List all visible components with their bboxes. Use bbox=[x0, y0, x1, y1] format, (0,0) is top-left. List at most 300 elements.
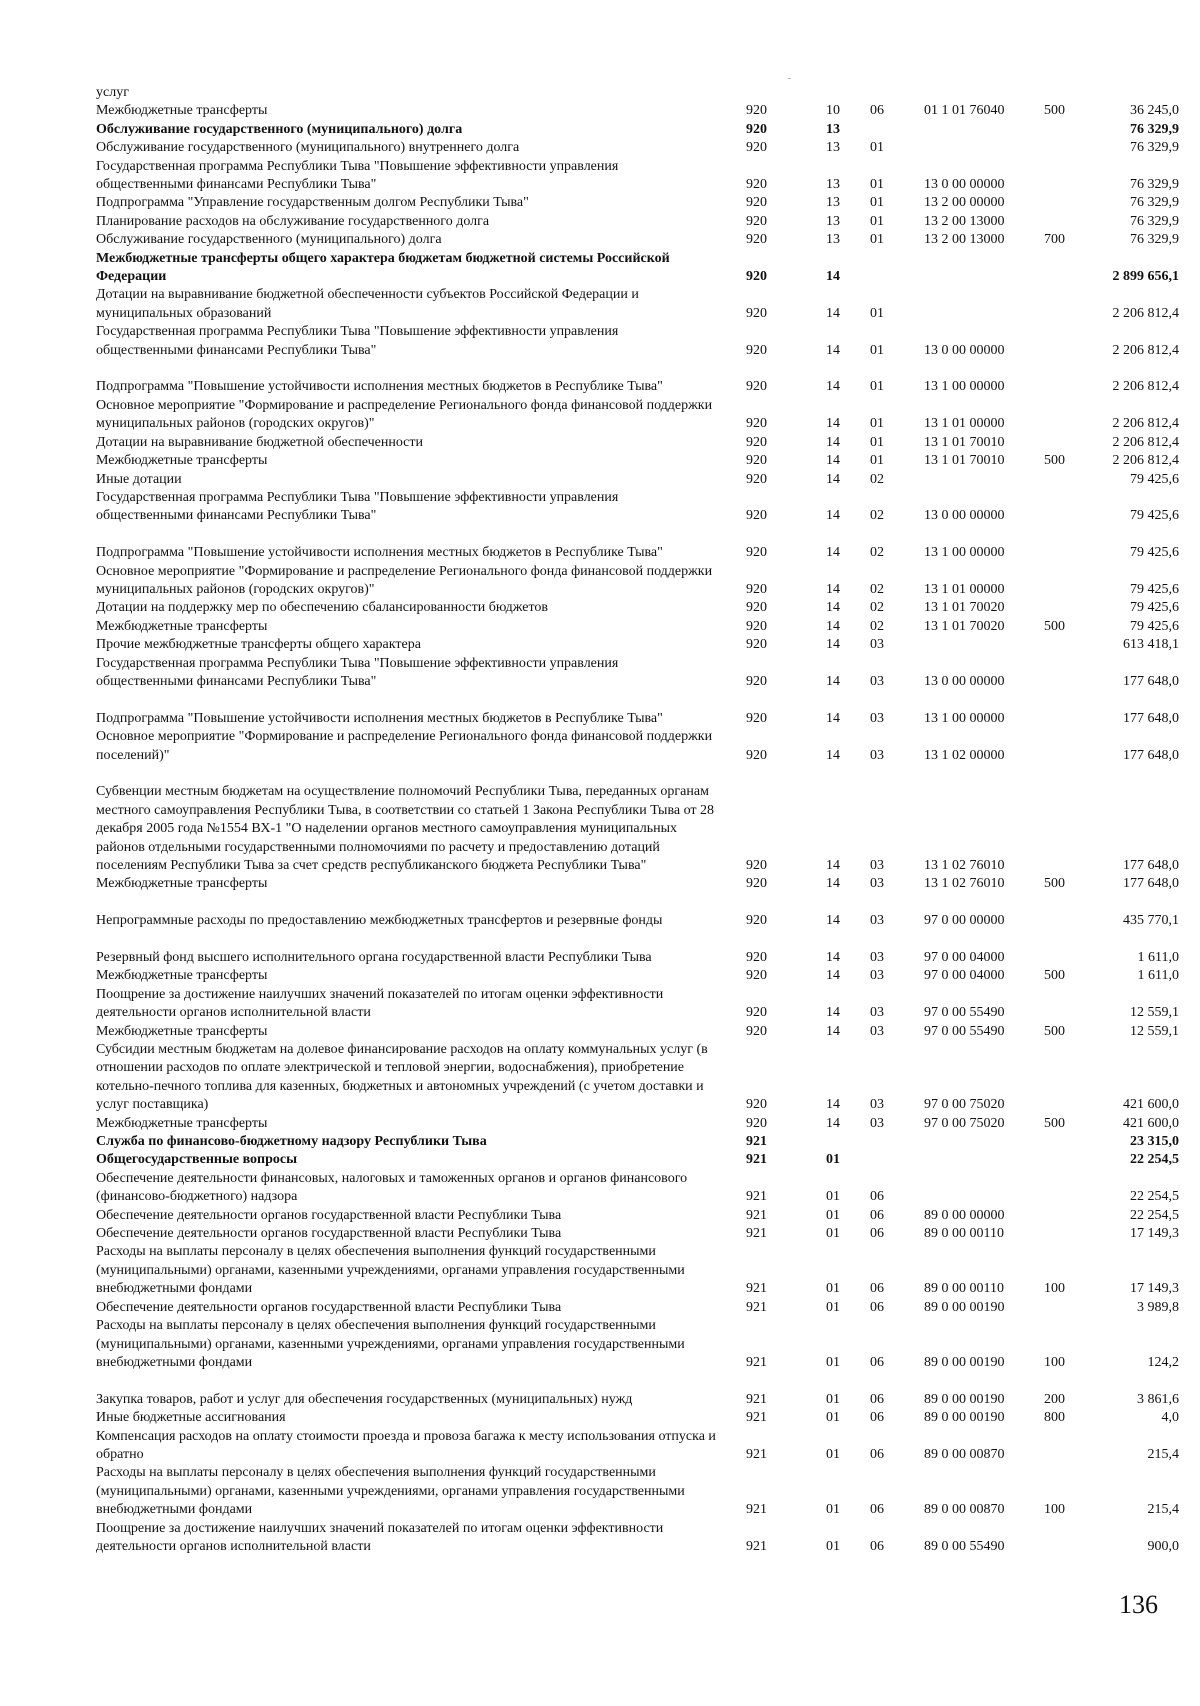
table-row bbox=[96, 121, 1179, 139]
row-subsection-code: 06 bbox=[870, 1538, 884, 1554]
row-subsection-code: 03 bbox=[870, 1115, 884, 1131]
row-section-code: 14 bbox=[826, 342, 840, 358]
row-target-code: 13 1 01 70020 bbox=[924, 600, 1005, 616]
row-ved-code: 921 bbox=[746, 1502, 767, 1518]
row-subsection-code: 06 bbox=[870, 1226, 884, 1242]
row-expense-type-code bbox=[1044, 1151, 1094, 1169]
row-expense-type-code: 800 bbox=[1044, 1410, 1065, 1426]
row-name: Дотации на выравнивание бюджетной обеспеченности bbox=[96, 434, 423, 450]
row-target-code bbox=[924, 471, 1044, 489]
row-amount: 76 329,9 bbox=[1130, 121, 1179, 137]
row-name: Подпрограмма "Повышение устойчивости исполнения местных бюджетов в Республике Тыва" bbox=[96, 545, 663, 561]
row-name: Планирование расходов на обслуживание государственного долга bbox=[96, 213, 490, 229]
row-name: Обеспечение деятельности органов государственной власти Республики Тыва bbox=[96, 1299, 562, 1315]
row-section-code: 14 bbox=[826, 416, 840, 432]
row-target-code bbox=[924, 1133, 1044, 1151]
row-name: Межбюджетные трансферты общего характера бюджетам бюджетной системы Российской Федерации bbox=[96, 250, 670, 285]
row-name: Государственная программа Республики Тыва "Повышение эффективности управления общественными финансами Республики Тыва" bbox=[96, 324, 619, 358]
row-ved-code: 921 bbox=[746, 1391, 767, 1407]
row-expense-type-code bbox=[1044, 1207, 1094, 1225]
row-section-code: 13 bbox=[826, 213, 840, 229]
row-subsection-code: 06 bbox=[870, 1299, 884, 1315]
row-expense-type-code bbox=[1044, 563, 1094, 600]
row-target-code: 13 1 01 70020 bbox=[924, 618, 1005, 634]
row-expense-type-code: 500 bbox=[1044, 876, 1065, 892]
scan-speck bbox=[788, 78, 791, 79]
row-subsection-code: 02 bbox=[870, 618, 884, 634]
row-ved-code: 920 bbox=[746, 1005, 767, 1021]
row-name: Подпрограмма "Повышение устойчивости исполнения местных бюджетов в Республике Тыва" bbox=[96, 710, 663, 726]
row-name: Межбюджетные трансферты bbox=[96, 968, 268, 984]
row-expense-type-code bbox=[1044, 250, 1094, 287]
row-name: Расходы на выплаты персоналу в целях обеспечения выполнения функций государственными (муниципальными) органами, казенными учреждениями, органами управления государственными внебюджетными фондами bbox=[96, 1318, 685, 1370]
row-name: Служба по финансово-бюджетному надзору Республики Тыва bbox=[96, 1134, 487, 1150]
row-name: Расходы на выплаты персоналу в целях обеспечения выполнения функций государственными (муниципальными) органами, казенными учреждениями, органами управления государственными внебюджетными фондами bbox=[96, 1244, 685, 1297]
row-target-code: 97 0 00 55490 bbox=[924, 1023, 1005, 1039]
row-subsection-code: 06 bbox=[870, 103, 884, 119]
row-section-code: 14 bbox=[826, 637, 840, 653]
row-name: Обслуживание государственного (муниципального) внутреннего долга bbox=[96, 140, 520, 156]
row-name: Субвенции местным бюджетам на осуществление полномочий Республики Тыва, переданных органам местного самоуправления Республики Тыва, в соответствии со статьей 1 Закона Республики Тыва от 28 декабря 2005 года №1554 ВХ-1 "О наделении органов местного самоуправления муниципальных районов отдельными государственными полномочиями по расчету и предоставлению дотаций поселениям Республики Тыва за счет средств республиканского бюджета Республики Тыва" bbox=[96, 784, 715, 873]
row-subsection-code: 01 bbox=[870, 177, 884, 193]
row-subsection-code: 03 bbox=[870, 673, 884, 689]
row-section-code: 14 bbox=[826, 581, 840, 597]
row-name: Резервный фонд высшего исполнительного органа государственной власти Республики Тыва bbox=[96, 949, 652, 965]
table-row bbox=[96, 599, 1179, 617]
row-ved-code: 920 bbox=[746, 434, 767, 450]
table-row bbox=[96, 1243, 1179, 1298]
row-section-code bbox=[826, 1133, 870, 1151]
row-ved-code: 921 bbox=[746, 1354, 767, 1370]
row-section-code: 14 bbox=[826, 710, 840, 726]
row-ved-code: 921 bbox=[746, 1207, 767, 1223]
row-ved-code: 920 bbox=[746, 1115, 767, 1131]
row-ved-code bbox=[718, 84, 826, 102]
row-expense-type-code: 700 bbox=[1044, 232, 1065, 248]
row-expense-type-code bbox=[1044, 1225, 1094, 1243]
row-ved-code: 920 bbox=[746, 140, 767, 156]
row-section-code: 14 bbox=[826, 913, 840, 929]
row-section-code: 14 bbox=[826, 1023, 840, 1039]
row-target-code: 89 0 00 00190 bbox=[924, 1391, 1005, 1407]
row-ved-code: 920 bbox=[746, 618, 767, 634]
row-amount: 23 315,0 bbox=[1130, 1134, 1179, 1150]
row-amount: 76 329,9 bbox=[1130, 195, 1179, 211]
table-row bbox=[96, 139, 1179, 157]
table-row bbox=[96, 1299, 1179, 1317]
row-subsection-code: 03 bbox=[870, 913, 884, 929]
row-subsection-code: 03 bbox=[870, 747, 884, 763]
row-section-code: 14 bbox=[826, 269, 840, 285]
row-target-code bbox=[924, 121, 1044, 139]
row-amount bbox=[1094, 84, 1179, 102]
row-amount: 22 254,5 bbox=[1130, 1207, 1179, 1223]
row-amount: 613 418,1 bbox=[1123, 637, 1179, 653]
row-section-code: 01 bbox=[826, 1502, 840, 1518]
row-ved-code: 920 bbox=[746, 177, 767, 193]
row-expense-type-code: 200 bbox=[1044, 1391, 1065, 1407]
row-expense-type-code: 500 bbox=[1044, 968, 1065, 984]
row-subsection-code bbox=[870, 1151, 924, 1169]
row-expense-type-code bbox=[1044, 434, 1094, 452]
row-amount: 177 648,0 bbox=[1123, 673, 1179, 689]
table-row bbox=[96, 250, 1179, 287]
row-name: Расходы на выплаты персоналу в целях обеспечения выполнения функций государственными (муниципальными) органами, казенными учреждениями, органами управления государственными внебюджетными фондами bbox=[96, 1465, 685, 1518]
row-amount: 79 425,6 bbox=[1130, 471, 1179, 487]
row-ved-code: 920 bbox=[746, 710, 767, 726]
row-section-code: 01 bbox=[826, 1446, 840, 1462]
row-section-code: 01 bbox=[826, 1391, 840, 1407]
row-amount: 2 899 656,1 bbox=[1112, 269, 1179, 285]
row-target-code: 13 1 02 76010 bbox=[924, 857, 1005, 873]
row-section-code: 14 bbox=[826, 545, 840, 561]
row-name: Межбюджетные трансферты bbox=[96, 103, 268, 119]
row-section-code: 14 bbox=[826, 618, 840, 634]
row-name: Межбюджетные трансферты bbox=[96, 1115, 268, 1131]
row-subsection-code: 06 bbox=[870, 1446, 884, 1462]
table-row bbox=[96, 1225, 1179, 1243]
row-subsection-code: 03 bbox=[870, 876, 884, 892]
row-expense-type-code bbox=[1044, 636, 1094, 654]
row-subsection-code: 03 bbox=[870, 1005, 884, 1021]
row-section-code: 01 bbox=[826, 1207, 840, 1223]
row-ved-code: 921 bbox=[746, 1152, 767, 1168]
row-target-code: 89 0 00 00870 bbox=[924, 1446, 1005, 1462]
table-row bbox=[96, 1464, 1179, 1519]
row-amount: 36 245,0 bbox=[1130, 103, 1179, 119]
row-section-code: 01 bbox=[826, 1226, 840, 1242]
row-amount: 177 648,0 bbox=[1123, 876, 1179, 892]
row-subsection-code bbox=[870, 84, 924, 102]
row-amount: 1 611,0 bbox=[1137, 968, 1179, 984]
row-section-code: 01 bbox=[826, 1152, 840, 1168]
row-subsection-code: 01 bbox=[870, 305, 884, 321]
row-ved-code: 920 bbox=[746, 545, 767, 561]
row-subsection-code: 02 bbox=[870, 508, 884, 524]
table-row bbox=[96, 986, 1179, 1023]
row-expense-type-code: 500 bbox=[1044, 453, 1065, 469]
row-expense-type-code: 500 bbox=[1044, 618, 1065, 634]
row-name: Межбюджетные трансферты bbox=[96, 618, 268, 634]
row-expense-type-code bbox=[1044, 1520, 1094, 1557]
row-subsection-code: 03 bbox=[870, 710, 884, 726]
row-subsection-code: 01 bbox=[870, 416, 884, 432]
row-expense-type-code bbox=[1044, 1170, 1094, 1207]
table-row bbox=[96, 931, 1179, 968]
row-section-code: 13 bbox=[826, 121, 840, 137]
row-expense-type-code bbox=[1044, 1299, 1094, 1317]
row-expense-type-code: 500 bbox=[1044, 1115, 1065, 1131]
row-amount: 79 425,6 bbox=[1130, 600, 1179, 616]
row-section-code: 01 bbox=[826, 1410, 840, 1426]
row-subsection-code: 06 bbox=[870, 1391, 884, 1407]
row-target-code: 13 2 00 00000 bbox=[924, 195, 1005, 211]
row-section-code: 14 bbox=[826, 434, 840, 450]
row-amount: 2 206 812,4 bbox=[1112, 434, 1179, 450]
row-name: Непрограммные расходы по предоставлению межбюджетных трансфертов и резервные фонды bbox=[96, 913, 663, 929]
table-row bbox=[96, 102, 1179, 120]
row-subsection-code: 06 bbox=[870, 1281, 884, 1297]
table-row bbox=[96, 728, 1179, 765]
row-section-code: 13 bbox=[826, 140, 840, 156]
row-name: Иные дотации bbox=[96, 471, 182, 487]
row-target-code: 89 0 00 00110 bbox=[924, 1281, 1004, 1297]
row-name: Основное мероприятие "Формирование и распределение Регионального фонда финансовой поддержки муниципальных районов (городских округов)" bbox=[96, 563, 713, 597]
row-amount: 421 600,0 bbox=[1123, 1097, 1179, 1113]
row-amount: 124,2 bbox=[1147, 1354, 1179, 1370]
row-expense-type-code bbox=[1044, 728, 1094, 765]
row-amount: 22 254,5 bbox=[1130, 1152, 1179, 1168]
row-name: Обслуживание государственного (муниципального) долга bbox=[96, 232, 442, 248]
row-amount: 79 425,6 bbox=[1130, 545, 1179, 561]
row-target-code: 13 0 00 00000 bbox=[924, 342, 1005, 358]
row-name: Межбюджетные трансферты bbox=[96, 1023, 268, 1039]
table-row bbox=[96, 655, 1179, 692]
row-section-code: 14 bbox=[826, 1097, 840, 1113]
table-row bbox=[96, 894, 1179, 931]
row-amount: 1 611,0 bbox=[1137, 949, 1179, 965]
row-target-code: 13 1 01 70010 bbox=[924, 453, 1005, 469]
row-section-code bbox=[826, 84, 870, 102]
row-target-code: 13 1 02 76010 bbox=[924, 876, 1005, 892]
table-row bbox=[96, 397, 1179, 434]
row-ved-code: 920 bbox=[746, 581, 767, 597]
row-target-code: 97 0 00 00000 bbox=[924, 913, 1005, 929]
row-ved-code: 920 bbox=[746, 379, 767, 395]
table-row bbox=[96, 1041, 1179, 1115]
row-name: Государственная программа Республики Тыва "Повышение эффективности управления общественными финансами Республики Тыва" bbox=[96, 655, 619, 689]
row-name: Поощрение за достижение наилучших значений показателей по итогам оценки эффективности деятельности органов исполнительной власти bbox=[96, 986, 664, 1021]
row-expense-type-code bbox=[1044, 599, 1094, 617]
row-section-code: 14 bbox=[826, 968, 840, 984]
row-target-code: 89 0 00 55490 bbox=[924, 1538, 1005, 1554]
row-section-code: 13 bbox=[826, 177, 840, 193]
table-row bbox=[96, 875, 1179, 893]
row-expense-type-code bbox=[1044, 526, 1094, 563]
row-target-code: 89 0 00 00190 bbox=[924, 1299, 1005, 1315]
row-name: Обеспечение деятельности финансовых, налоговых и таможенных органов и органов финансового (финансово-бюджетного) надзора bbox=[96, 1170, 688, 1205]
row-target-code: 89 0 00 00190 bbox=[924, 1410, 1005, 1426]
row-target-code: 13 1 00 00000 bbox=[924, 545, 1005, 561]
row-name: Компенсация расходов на оплату стоимости проезда и провоза багажа к месту использования отпуска и обратно bbox=[96, 1428, 716, 1462]
row-amount: 3 989,8 bbox=[1137, 1299, 1179, 1315]
table-row bbox=[96, 1520, 1179, 1557]
row-subsection-code bbox=[870, 250, 924, 287]
row-ved-code: 920 bbox=[746, 232, 767, 248]
row-amount: 2 206 812,4 bbox=[1112, 342, 1179, 358]
row-ved-code: 921 bbox=[746, 1281, 767, 1297]
row-ved-code: 920 bbox=[746, 913, 767, 929]
row-subsection-code: 02 bbox=[870, 471, 884, 487]
table-row bbox=[96, 1372, 1179, 1409]
row-expense-type-code bbox=[1044, 397, 1094, 434]
row-expense-type-code bbox=[1044, 213, 1094, 231]
row-section-code: 14 bbox=[826, 857, 840, 873]
row-subsection-code: 03 bbox=[870, 949, 884, 965]
row-section-code: 14 bbox=[826, 949, 840, 965]
row-expense-type-code bbox=[1044, 489, 1094, 526]
row-expense-type-code bbox=[1044, 1133, 1094, 1151]
row-target-code: 97 0 00 75020 bbox=[924, 1115, 1005, 1131]
row-name: Обеспечение деятельности органов государственной власти Республики Тыва bbox=[96, 1207, 562, 1223]
row-subsection-code: 01 bbox=[870, 232, 884, 248]
table-row bbox=[96, 526, 1179, 563]
row-expense-type-code bbox=[1044, 286, 1094, 323]
row-amount: 900,0 bbox=[1147, 1538, 1179, 1554]
table-row bbox=[96, 452, 1179, 470]
row-ved-code: 920 bbox=[746, 471, 767, 487]
row-name: Подпрограмма "Управление государственным долгом Республики Тыва" bbox=[96, 195, 529, 211]
row-subsection-code: 06 bbox=[870, 1410, 884, 1426]
row-amount: 22 254,5 bbox=[1130, 1189, 1179, 1205]
page-number: 136 bbox=[1119, 1590, 1158, 1619]
row-subsection-code: 06 bbox=[870, 1207, 884, 1223]
row-expense-type-code: 100 bbox=[1044, 1354, 1065, 1370]
row-amount: 79 425,6 bbox=[1130, 508, 1179, 524]
row-subsection-code: 01 bbox=[870, 195, 884, 211]
row-name: Обеспечение деятельности органов государственной власти Республики Тыва bbox=[96, 1226, 562, 1242]
row-subsection-code: 01 bbox=[870, 342, 884, 358]
table-row bbox=[96, 84, 1179, 102]
table-row bbox=[96, 1428, 1179, 1465]
row-subsection-code: 06 bbox=[870, 1354, 884, 1370]
row-target-code: 13 2 00 13000 bbox=[924, 232, 1005, 248]
row-name: Общегосударственные вопросы bbox=[96, 1152, 298, 1168]
row-amount: 17 149,3 bbox=[1130, 1281, 1179, 1297]
row-section-code: 14 bbox=[826, 876, 840, 892]
row-ved-code: 920 bbox=[746, 1097, 767, 1113]
row-section-code: 14 bbox=[826, 600, 840, 616]
row-target-code: 13 0 00 00000 bbox=[924, 177, 1005, 193]
row-ved-code: 920 bbox=[746, 857, 767, 873]
row-target-code: 89 0 00 00190 bbox=[924, 1354, 1005, 1370]
table-row bbox=[96, 194, 1179, 212]
row-section-code: 10 bbox=[826, 103, 840, 119]
row-name: Межбюджетные трансферты bbox=[96, 453, 268, 469]
row-target-code: 01 1 01 76040 bbox=[924, 103, 1005, 119]
row-amount: 76 329,9 bbox=[1130, 232, 1179, 248]
row-target-code: 97 0 00 04000 bbox=[924, 949, 1005, 965]
row-amount: 3 861,6 bbox=[1137, 1391, 1179, 1407]
row-target-code: 13 0 00 00000 bbox=[924, 508, 1005, 524]
row-expense-type-code bbox=[1044, 158, 1094, 195]
row-ved-code: 920 bbox=[746, 637, 767, 653]
row-expense-type-code bbox=[1044, 139, 1094, 157]
table-row bbox=[96, 1409, 1179, 1427]
row-name: Основное мероприятие "Формирование и распределение Регионального фонда финансовой поддержки муниципальных районов (городских округов)" bbox=[96, 397, 713, 432]
table-row bbox=[96, 1115, 1179, 1133]
row-expense-type-code: 100 bbox=[1044, 1281, 1065, 1297]
row-expense-type-code bbox=[1044, 691, 1094, 728]
row-ved-code: 921 bbox=[746, 1410, 767, 1426]
row-amount: 76 329,9 bbox=[1130, 213, 1179, 229]
row-amount: 76 329,9 bbox=[1130, 177, 1179, 193]
row-ved-code: 921 bbox=[746, 1299, 767, 1315]
row-target-code: 97 0 00 55490 bbox=[924, 1005, 1005, 1021]
row-target-code: 13 1 01 00000 bbox=[924, 416, 1005, 432]
row-ved-code: 920 bbox=[746, 342, 767, 358]
row-ved-code: 920 bbox=[746, 195, 767, 211]
row-ved-code: 920 bbox=[746, 121, 767, 137]
row-expense-type-code bbox=[1044, 894, 1094, 931]
row-name: Закупка товаров, работ и услуг для обеспечения государственных (муниципальных) нужд bbox=[96, 1391, 633, 1407]
row-section-code: 14 bbox=[826, 508, 840, 524]
row-ved-code: 920 bbox=[746, 673, 767, 689]
row-target-code: 13 2 00 13000 bbox=[924, 213, 1005, 229]
row-ved-code: 920 bbox=[746, 968, 767, 984]
row-target-code: 97 0 00 75020 bbox=[924, 1097, 1005, 1113]
table-row bbox=[96, 618, 1179, 636]
row-section-code: 14 bbox=[826, 305, 840, 321]
row-name: Прочие межбюджетные трансферты общего характера bbox=[96, 637, 421, 653]
table-row bbox=[96, 286, 1179, 323]
row-name: Дотации на поддержку мер по обеспечению сбалансированности бюджетов bbox=[96, 600, 548, 616]
table-row bbox=[96, 489, 1179, 526]
row-expense-type-code bbox=[1044, 471, 1094, 489]
row-ved-code: 921 bbox=[746, 1226, 767, 1242]
row-amount: 177 648,0 bbox=[1123, 857, 1179, 873]
row-amount: 76 329,9 bbox=[1130, 140, 1179, 156]
row-subsection-code: 02 bbox=[870, 581, 884, 597]
table-row bbox=[96, 1151, 1179, 1169]
table-row bbox=[96, 1170, 1179, 1207]
row-ved-code: 920 bbox=[746, 269, 767, 285]
row-amount: 421 600,0 bbox=[1123, 1115, 1179, 1131]
row-name: Обслуживание государственного (муниципального) долга bbox=[96, 121, 463, 137]
row-target-code bbox=[924, 84, 1044, 102]
table-row bbox=[96, 323, 1179, 360]
row-amount: 177 648,0 bbox=[1123, 710, 1179, 726]
row-ved-code: 921 bbox=[746, 1446, 767, 1462]
row-name: Субсидии местным бюджетам на долевое финансирование расходов на оплату коммунальных услуг (в отношении расходов по оплате электрической и тепловой энергии, водоснабжения), приобретение котельно-печного топлива для казенных, бюджетных и автономных учреждений (с учетом доставки и услуг поставщика) bbox=[96, 1042, 708, 1113]
row-target-code: 13 1 01 70010 bbox=[924, 434, 1005, 450]
table-row bbox=[96, 636, 1179, 654]
row-ved-code: 920 bbox=[746, 453, 767, 469]
row-subsection-code: 01 bbox=[870, 140, 884, 156]
row-section-code: 01 bbox=[826, 1354, 840, 1370]
row-section-code: 14 bbox=[826, 1005, 840, 1021]
row-subsection-code: 06 bbox=[870, 1189, 884, 1205]
row-section-code: 13 bbox=[826, 232, 840, 248]
budget-table-body bbox=[96, 84, 1179, 1556]
row-target-code: 13 1 02 00000 bbox=[924, 747, 1005, 763]
row-name: Государственная программа Республики Тыва "Повышение эффективности управления общественными финансами Республики Тыва" bbox=[96, 489, 619, 524]
row-expense-type-code: 500 bbox=[1044, 1023, 1065, 1039]
row-ved-code: 920 bbox=[746, 747, 767, 763]
row-expense-type-code bbox=[1044, 931, 1094, 968]
row-subsection-code: 06 bbox=[870, 1502, 884, 1518]
row-section-code: 13 bbox=[826, 195, 840, 211]
table-row bbox=[96, 158, 1179, 195]
row-subsection-code: 02 bbox=[870, 545, 884, 561]
row-expense-type-code bbox=[1044, 1041, 1094, 1115]
row-expense-type-code bbox=[1044, 194, 1094, 212]
row-amount: 2 206 812,4 bbox=[1112, 379, 1179, 395]
row-subsection-code: 01 bbox=[870, 434, 884, 450]
row-amount: 79 425,6 bbox=[1130, 618, 1179, 634]
row-amount: 435 770,1 bbox=[1123, 913, 1179, 929]
row-expense-type-code bbox=[1044, 986, 1094, 1023]
row-expense-type-code bbox=[1044, 1428, 1094, 1465]
table-row bbox=[96, 471, 1179, 489]
row-target-code: 89 0 00 00870 bbox=[924, 1502, 1005, 1518]
row-ved-code: 920 bbox=[746, 416, 767, 432]
row-section-code: 14 bbox=[826, 471, 840, 487]
row-name: Подпрограмма "Повышение устойчивости исполнения местных бюджетов в Республике Тыва" bbox=[96, 379, 663, 395]
row-target-code bbox=[924, 1170, 1044, 1207]
row-target-code: 13 1 01 00000 bbox=[924, 581, 1005, 597]
row-ved-code: 921 bbox=[746, 1538, 767, 1554]
